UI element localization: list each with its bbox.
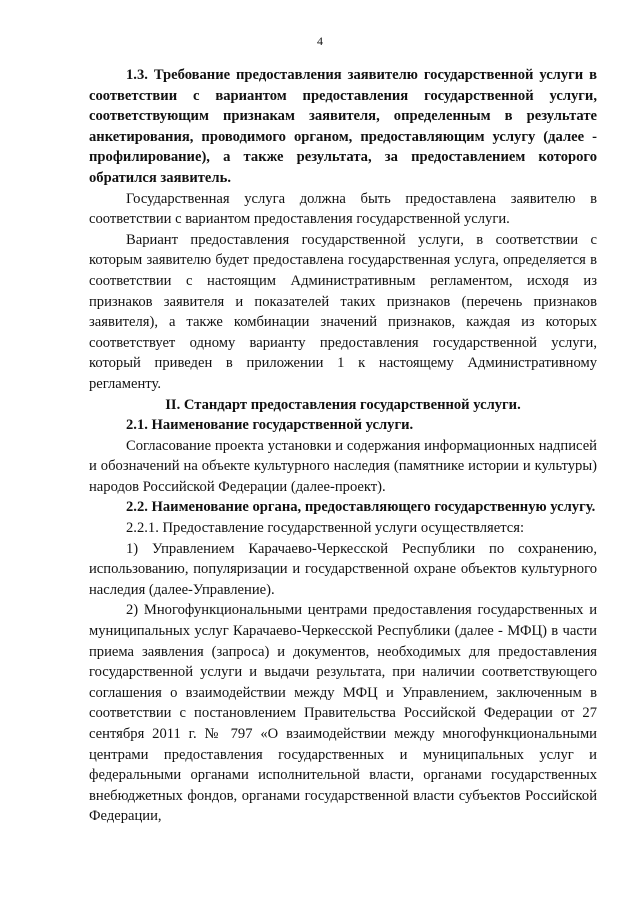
paragraph-variant-definition: Вариант предоставления государственной услуги, в соответствии с которым заявителю будет предоставлена государственная услуга, определяется в соответствии с настоящим Административным регламентом, исходя из признаков заявителя и показателей таких признаков (перечень признаков заявителя), а также комбинации значений признаков, каждая из которых соответствует одному варианту предоставления государственной услуги, который приведен в приложении 1 к настоящему Административному регламенту. (89, 231, 597, 392)
section-title-standard: II. Стандарт предоставления государственной услуги. (165, 396, 521, 413)
paragraph-service-name: Согласование проекта установки и содержания информационных надписей и обозначений на объекте культурного наследия (памятнике истории и культуры) народов Российской Федерации (далее-проект). (89, 437, 597, 495)
heading-1-3: 1.3. Требование предоставления заявителю государственной услуги в соответствии с вариантом предоставления государственной услуги, соответствующим признакам заявителя, определенным в результате анкетирования, проводимого органом, предоставляющим услугу (далее - профилирование), а также результата, за предоставлением которого обратился заявитель. (89, 67, 597, 186)
paragraph-variant-intro: Государственная услуга должна быть предоставлена заявителю в соответствии с вариантом предоставления государственной услуги. (89, 190, 597, 228)
document-body (89, 65, 597, 827)
list-item-2: 2) Многофункциональными центрами предоставления государственных и муниципальных услуг Карачаево-Черкесской Республики (далее - МФЦ) в части приема заявления (запроса) и документов, необходимых для предоставления государственной услуги и выдачи результата, при наличии соответствующего соглашения о взаимодействии между МФЦ и Управлением, заключенным в соответствии с постановлением Правительства Российской Федерации от 27 сентября 2011 г. № 797 «О взаимодействии между многофункциональными центрами предоставления государственных и муниципальных услуг и федеральными органами исполнительной власти, органами государственных внебюджетных фондов, органами государственной власти субъектов Российской Федерации, (89, 602, 597, 825)
list-item-1: 1) Управлением Карачаево-Черкесской Республики по сохранению, использованию, популяризации и государственной охране объектов культурного наследия (далее-Управление). (89, 540, 597, 598)
heading-2-1: 2.1. Наименование государственной услуги. (126, 417, 414, 434)
paragraph-2-2-1: 2.2.1. Предоставление государственной услуги осуществляется: (126, 520, 525, 537)
page-number: 4 (317, 34, 323, 48)
heading-2-2: 2.2. Наименование органа, предоставляющего государственную услугу. (126, 499, 596, 516)
